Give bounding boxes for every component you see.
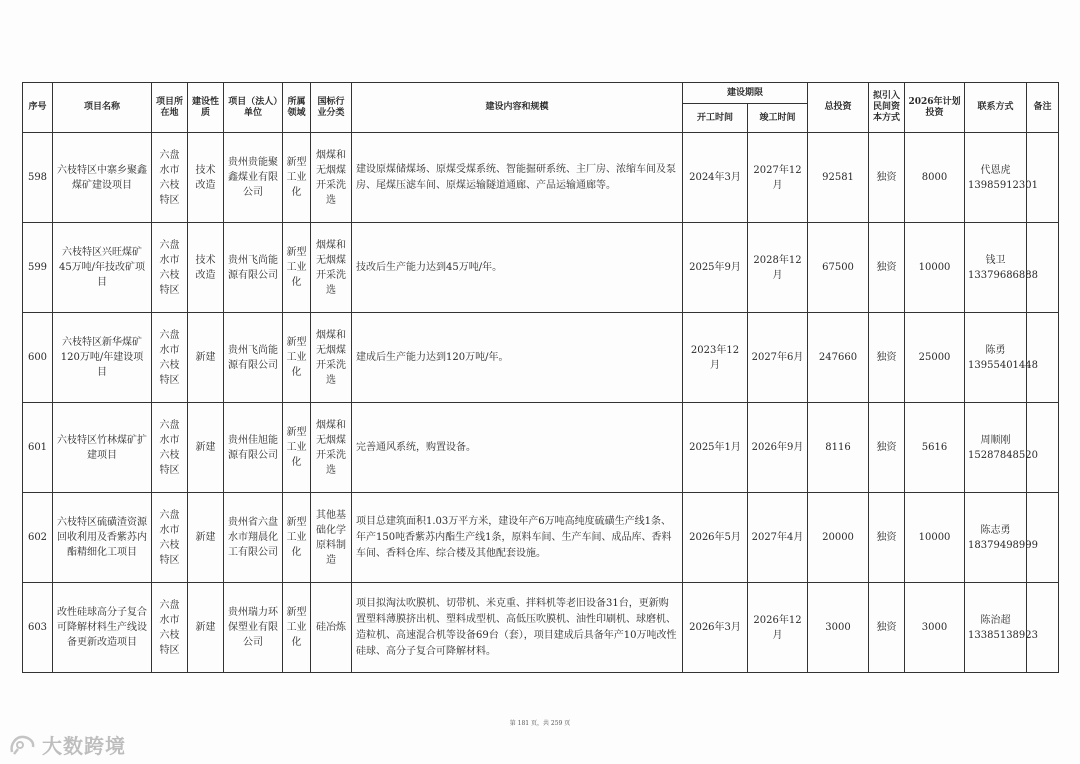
cell-content: 项目总建筑面积1.03万平方米，建设年产6万吨高纯度硫磺生产线1条、年产150吨香紫苏内酯生产线1条，原料车间、生产车间、成品库、香料车间、香料仓库、综合楼及其他配套设施。 [352, 493, 683, 583]
table-row [23, 133, 1059, 223]
cell-owner: 贵州佳旭能源有限公司 [224, 403, 283, 493]
cell-remark [1027, 313, 1059, 403]
cell-invest: 247660 [808, 313, 869, 403]
cell-start: 2026年5月 [683, 493, 748, 583]
contact-name: 陈治超 [980, 614, 1011, 626]
cell-industry: 烟煤和无烟煤开采洗选 [311, 313, 352, 403]
cell-domain: 新型工业化 [283, 583, 311, 673]
cell-capital: 独资 [869, 403, 905, 493]
header-end: 竣工时间 [748, 104, 808, 133]
watermark-logo-icon [8, 732, 38, 758]
contact-phone: 13385138923 [968, 629, 1039, 641]
table-row [23, 583, 1059, 673]
cell-owner: 贵州飞尚能源有限公司 [224, 313, 283, 403]
cell-industry: 烟煤和无烟煤开采洗选 [311, 133, 352, 223]
cell-name: 六枝特区新华煤矿120万吨/年建设项目 [53, 313, 152, 403]
cell-end: 2028年12月 [748, 223, 808, 313]
cell-invest: 8116 [808, 403, 869, 493]
cell-remark [1027, 493, 1059, 583]
header-remark: 备注 [1027, 83, 1059, 133]
cell-contact [965, 223, 1039, 313]
cell-end: 2027年6月 [748, 313, 808, 403]
header-invest: 总投资 [808, 83, 869, 133]
table-body [23, 133, 1059, 673]
cell-capital: 独资 [869, 133, 905, 223]
cell-nature: 技术改造 [188, 133, 224, 223]
cell-location: 六盘水市六枝特区 [152, 313, 188, 403]
cell-capital: 独资 [869, 313, 905, 403]
cell-contact [965, 133, 1039, 223]
contact-name: 钱卫 [985, 254, 1006, 266]
cell-start: 2023年12月 [683, 313, 748, 403]
cell-capital: 独资 [869, 223, 905, 313]
watermark-text: 大数跨境 [42, 734, 126, 758]
cell-nature: 新建 [188, 313, 224, 403]
cell-end: 2027年12月 [748, 133, 808, 223]
header-location: 项目所在地 [152, 83, 188, 133]
contact-phone: 15287848520 [968, 449, 1039, 461]
cell-start: 2026年3月 [683, 583, 748, 673]
cell-industry: 硅冶炼 [311, 583, 352, 673]
header-content: 建设内容和规模 [352, 83, 683, 133]
cell-industry: 烟煤和无烟煤开采洗选 [311, 403, 352, 493]
cell-owner: 贵州省六盘水市翔晨化工有限公司 [224, 493, 283, 583]
cell-domain: 新型工业化 [283, 493, 311, 583]
cell-location: 六盘水市六枝特区 [152, 403, 188, 493]
cell-plan: 3000 [905, 583, 965, 673]
cell-content: 技改后生产能力达到45万吨/年。 [352, 223, 683, 313]
page-footer: 第 181 页，共 259 页 [509, 720, 571, 727]
contact-name: 代恩虎 [980, 164, 1011, 176]
cell-name: 六枝特区竹林煤矿扩建项目 [53, 403, 152, 493]
cell-invest: 67500 [808, 223, 869, 313]
cell-nature: 新建 [188, 403, 224, 493]
cell-end: 2026年12月 [748, 583, 808, 673]
cell-invest: 92581 [808, 133, 869, 223]
cell-plan: 5616 [905, 403, 965, 493]
cell-contact [965, 493, 1039, 583]
header-period: 建设期限 [683, 83, 808, 104]
cell-owner: 贵州贵能聚鑫煤业有限公司 [224, 133, 283, 223]
cell-contact [965, 403, 1039, 493]
header-nature: 建设性质 [188, 83, 224, 133]
header-domain: 所属领域 [283, 83, 311, 133]
contact-phone: 18379498999 [968, 539, 1039, 551]
cell-start: 2025年9月 [683, 223, 748, 313]
cell-capital: 独资 [869, 493, 905, 583]
table-row [23, 223, 1059, 313]
cell-location: 六盘水市六枝特区 [152, 133, 188, 223]
contact-name: 陈志勇 [980, 524, 1011, 536]
cell-name: 六枝特区硫磺渣资源回收利用及香紫苏内酯精细化工项目 [53, 493, 152, 583]
cell-nature: 新建 [188, 493, 224, 583]
cell-end: 2027年4月 [748, 493, 808, 583]
cell-content: 建成后生产能力达到120万吨/年。 [352, 313, 683, 403]
cell-remark [1027, 583, 1059, 673]
cell-contact [965, 313, 1039, 403]
cell-domain: 新型工业化 [283, 223, 311, 313]
contact-phone: 13985912301 [968, 179, 1039, 191]
header-contact: 联系方式 [965, 83, 1027, 133]
cell-domain: 新型工业化 [283, 313, 311, 403]
cell-domain: 新型工业化 [283, 133, 311, 223]
cell-content: 项目拟淘汰吹膜机、切带机、米克重、拌料机等老旧设备31台，更新购置塑料薄膜挤出机、塑料成型机、高低压吹膜机、油性印刷机、球磨机、造粒机、高速混合机等设备69台（套），项目建成后具备年产10万吨改性硅球、高分子复合可降解材料。 [352, 583, 683, 673]
cell-seq: 603 [23, 583, 53, 673]
table-row [23, 313, 1059, 403]
cell-remark [1027, 403, 1059, 493]
contact-phone: 13955401448 [968, 359, 1039, 371]
header-industry: 国标行业分类 [311, 83, 352, 133]
cell-invest: 20000 [808, 493, 869, 583]
cell-end: 2026年9月 [748, 403, 808, 493]
cell-owner: 贵州瑞力环保塑业有限公司 [224, 583, 283, 673]
cell-name: 六枝特区中寨乡聚鑫煤矿建设项目 [53, 133, 152, 223]
header-plan: 2026年计划投资 [905, 83, 965, 133]
cell-domain: 新型工业化 [283, 403, 311, 493]
cell-plan: 25000 [905, 313, 965, 403]
cell-remark [1027, 133, 1059, 223]
cell-name: 改性硅球高分子复合可降解材料生产线设备更新改造项目 [53, 583, 152, 673]
header-row [23, 83, 1059, 104]
cell-content: 完善通风系统，购置设备。 [352, 403, 683, 493]
cell-content: 建设原煤储煤场、原煤受煤系统、智能掘研系统、主厂房、浓缩车间及泵房、尾煤压滤车间、原煤运输隧道通廊、产品运输通廊等。 [352, 133, 683, 223]
cell-seq: 600 [23, 313, 53, 403]
table-row [23, 493, 1059, 583]
header-capital: 拟引入民间资本方式 [869, 83, 905, 133]
cell-seq: 601 [23, 403, 53, 493]
cell-remark [1027, 223, 1059, 313]
cell-seq: 599 [23, 223, 53, 313]
header-start: 开工时间 [683, 104, 748, 133]
header-seq: 序号 [23, 83, 53, 133]
table-row [23, 403, 1059, 493]
watermark [8, 730, 126, 759]
contact-name: 周顺刚 [980, 434, 1011, 446]
cell-name: 六枝特区兴旺煤矿45万吨/年技改矿项目 [53, 223, 152, 313]
cell-location: 六盘水市六枝特区 [152, 223, 188, 313]
header-owner: 项目（法人）单位 [224, 83, 283, 133]
cell-start: 2025年1月 [683, 403, 748, 493]
cell-capital: 独资 [869, 583, 905, 673]
cell-industry: 其他基础化学原料制造 [311, 493, 352, 583]
cell-location: 六盘水市六枝特区 [152, 583, 188, 673]
cell-industry: 烟煤和无烟煤开采洗选 [311, 223, 352, 313]
cell-nature: 技术改造 [188, 223, 224, 313]
project-table [22, 82, 1059, 673]
header-name: 项目名称 [53, 83, 152, 133]
contact-name: 陈勇 [985, 344, 1006, 356]
cell-plan: 8000 [905, 133, 965, 223]
cell-location: 六盘水市六枝特区 [152, 493, 188, 583]
cell-invest: 3000 [808, 583, 869, 673]
cell-contact [965, 583, 1039, 673]
cell-nature: 新建 [188, 583, 224, 673]
contact-phone: 13379686888 [968, 269, 1039, 281]
cell-start: 2024年3月 [683, 133, 748, 223]
cell-plan: 10000 [905, 493, 965, 583]
cell-plan: 10000 [905, 223, 965, 313]
cell-seq: 602 [23, 493, 53, 583]
cell-seq: 598 [23, 133, 53, 223]
cell-owner: 贵州飞尚能源有限公司 [224, 223, 283, 313]
